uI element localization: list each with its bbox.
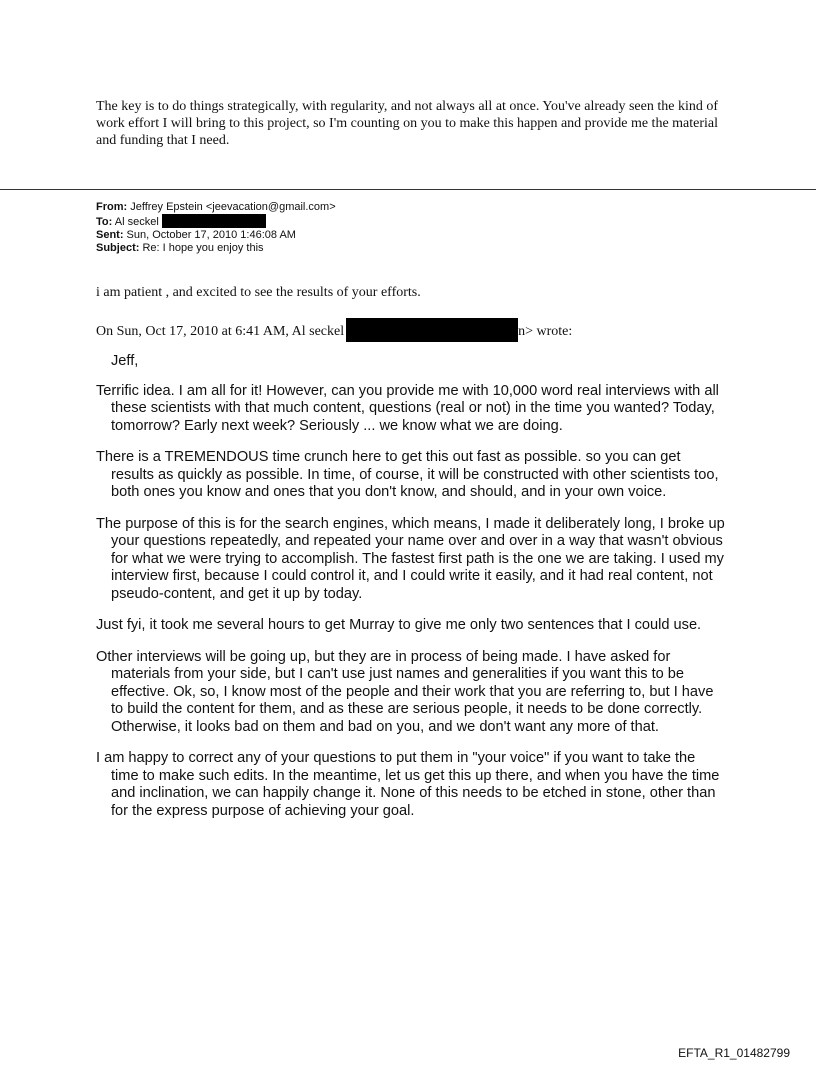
from-value: Jeffrey Epstein <jeevacation@gmail.com> [127, 201, 336, 213]
quoted-paragraph: Other interviews will be going up, but they are in process of being made. I have asked for materials from your side, but I can't use just names and generalities if you want this to be effective. Ok, so, I know most of the people and their work that you are referring to, but I have to build the content for them, and as these are serious people, it needs to be done correctly. Otherwise, it looks bad on them and bad on you, and we don't want any more of that. [96, 648, 714, 735]
subject-label: Subject: [96, 242, 140, 254]
quoted-paragraph: There is a TREMENDOUS time crunch here to get this out fast as possible. so you can get results as quickly as possible. In time, of course, it will be constructed with other scientists too, both ones you know and ones that you don't know, and should, and in your own voice. [96, 449, 719, 500]
header-subject [96, 242, 616, 255]
attribution-suffix: n> wrote: [518, 324, 573, 339]
quoted-paragraph: Just fyi, it took me several hours to get Murray to give me only two sentences that I could use. [96, 617, 702, 633]
sent-value: Sun, October 17, 2010 1:46:08 AM [123, 229, 296, 241]
document-id: EFTA_R1_01482799 [678, 1046, 790, 1060]
quote-attribution [96, 318, 572, 342]
quoted-salutation: Jeff, [111, 353, 139, 369]
reply-text: i am patient , and excited to see the results of your efforts. [96, 285, 421, 300]
quoted-message [96, 353, 726, 834]
redaction-box [162, 214, 266, 228]
quoted-paragraph: The purpose of this is for the search engines, which means, I made it deliberately long, I broke up your questions repeatedly, and repeated your name over and over in a way that wasn't obvious for what we were trying to accomplish. The fastest first path is the one we are taking. I used my interview first, because I could control it, and I could write it easily, and it had real content, not pseudo-content, and get it up by today. [96, 515, 725, 602]
quoted-paragraph: I am happy to correct any of your questions to put them in "your voice" if you want to take the time to make such edits. In the meantime, let us get this up there, and when you have the time and inclination, we can happily change it. None of this needs to be etched in stone, other than for the express purpose of achieving your goal. [96, 750, 720, 819]
to-value: Al seckel [112, 216, 162, 228]
quoted-paragraph: Terrific idea. I am all for it! However, can you provide me with 10,000 word real interviews with all these scientists with that much content, questions (real or not) in the time you wanted? Today, tomorrow? Early next week? Seriously ... we know what we are doing. [96, 382, 719, 434]
email-header [96, 201, 616, 255]
message-divider [0, 189, 816, 190]
attribution-prefix: On Sun, Oct 17, 2010 at 6:41 AM, Al seckel [96, 324, 345, 339]
message-body-top-paragraph: The key is to do things strategically, with regularity, and not always all at once. You've already seen the kind of work effort I will bring to this project, so I'm counting on you to make this happen and provide me the material and funding that I need. [96, 99, 719, 148]
sent-label: Sent: [96, 229, 124, 241]
to-label: To: [96, 216, 113, 228]
header-sent [96, 229, 616, 242]
subject-value: Re: I hope you enjoy this [139, 242, 264, 254]
from-label: From: [96, 201, 128, 213]
redaction-box [346, 318, 518, 342]
header-to [96, 214, 616, 229]
header-from [96, 201, 616, 214]
